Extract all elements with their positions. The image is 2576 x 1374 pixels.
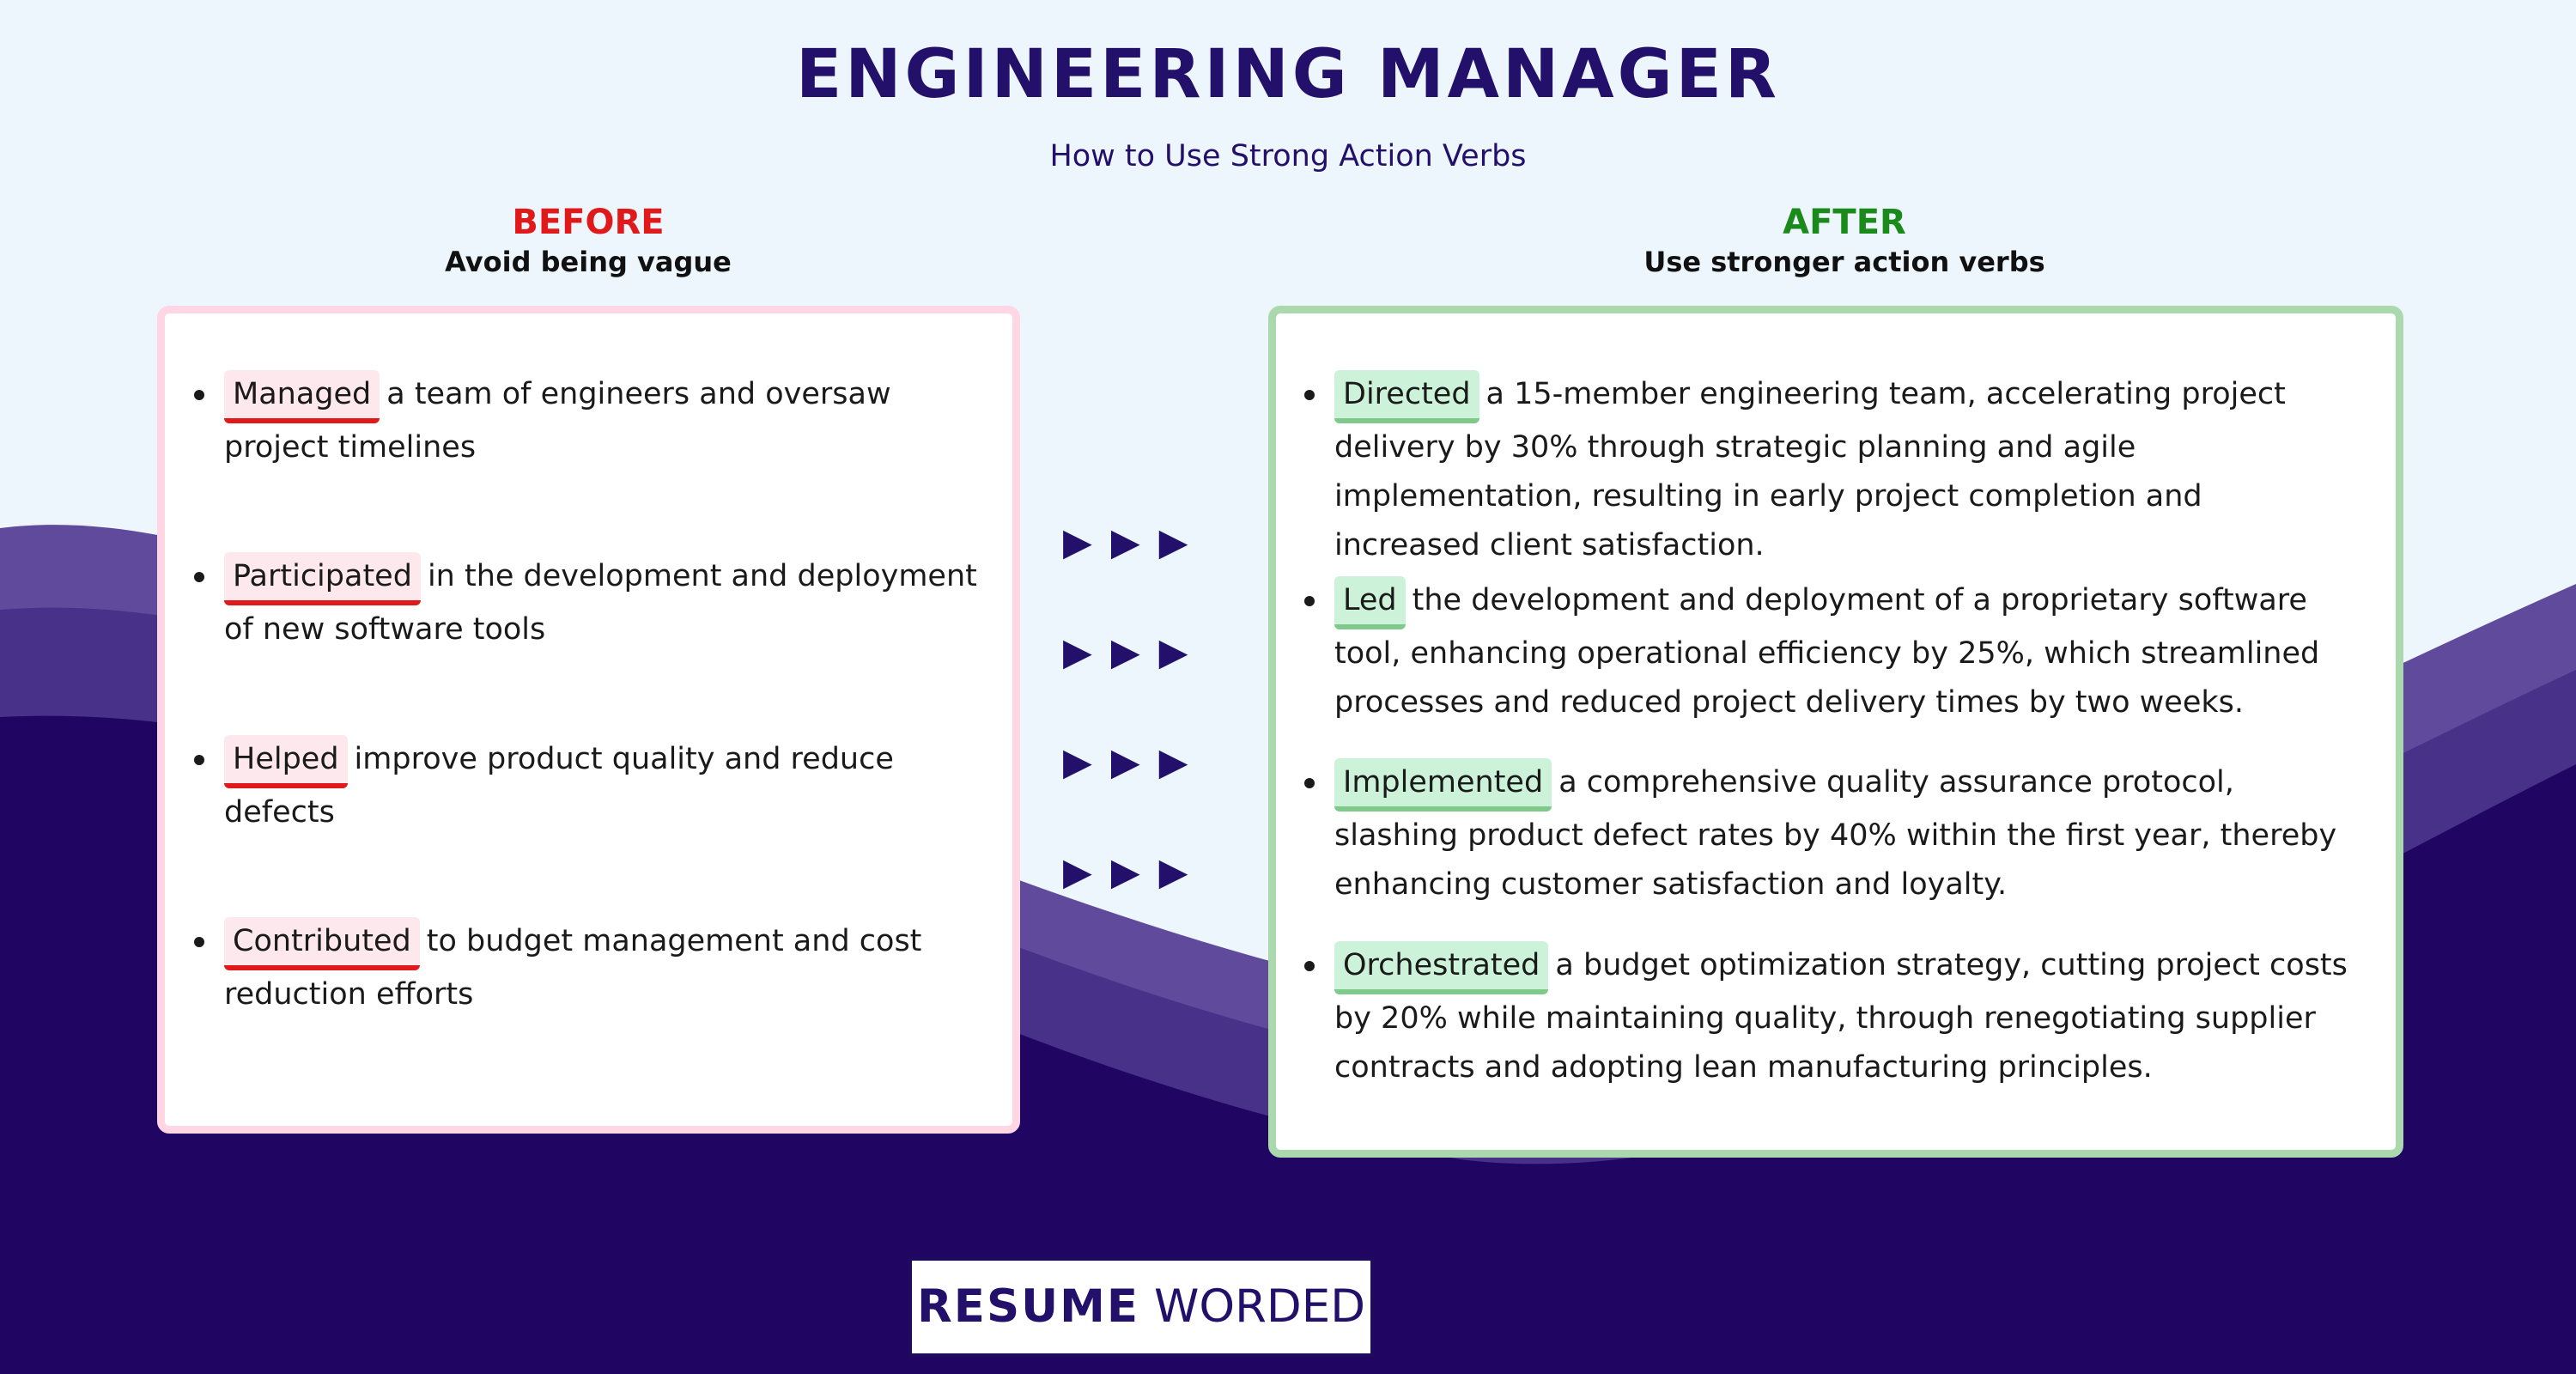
after-item-text: the development and deployment of a proprietary software tool, enhancing operational efficiency by 25%, which streamlined processes and reduced project delivery times by two weeks. — [1334, 583, 2320, 720]
arrow-row: ▶▶▶ — [1063, 630, 1207, 674]
before-list-item — [224, 917, 997, 1019]
before-list-item — [224, 370, 997, 472]
after-verb: Directed — [1334, 370, 1479, 423]
after-header — [1269, 200, 2420, 281]
brand-bold: RESUME — [916, 1280, 1140, 1333]
before-verb: Managed — [224, 370, 380, 423]
after-list-item — [1334, 576, 2356, 727]
after-hint: Use stronger action verbs — [1643, 246, 2045, 278]
page-title: ENGINEERING MANAGER — [796, 36, 1780, 113]
arrow-row: ▶▶▶ — [1063, 520, 1207, 564]
before-list-item — [224, 552, 997, 654]
page-subtitle: How to Use Strong Action Verbs — [1049, 139, 1527, 173]
arrow-row: ▶▶▶ — [1063, 740, 1207, 784]
before-list-item — [224, 735, 997, 837]
before-verb: Helped — [224, 735, 348, 788]
after-list-item — [1334, 941, 2356, 1092]
after-verb: Orchestrated — [1334, 941, 1548, 994]
after-list-item — [1334, 370, 2356, 570]
after-verb: Led — [1334, 576, 1406, 629]
before-card — [157, 306, 1020, 1134]
before-label: BEFORE — [512, 203, 665, 242]
before-verb: Participated — [224, 552, 421, 605]
before-item-text: improve product quality and reduce defects — [224, 742, 894, 830]
after-list-item — [1334, 758, 2356, 909]
before-item-text: to budget management and cost reduction efforts — [224, 924, 922, 1012]
arrow-row: ▶▶▶ — [1063, 850, 1207, 894]
after-card — [1268, 306, 2403, 1158]
after-item-text: a budget optimization strategy, cutting project costs by 20% while maintaining quality, through renegotiating supplier contracts and adopting lean manufacturing principles. — [1334, 948, 2348, 1085]
before-header — [159, 200, 1018, 281]
before-verb: Contributed — [224, 917, 420, 970]
after-verb: Implemented — [1334, 758, 1552, 812]
after-item-text: a 15-member engineering team, accelerating project delivery by 30% through strategic planning and agile implementation, resulting in early project completion and increased client satisfaction. — [1334, 377, 2286, 562]
brand-light: WORDED — [1153, 1280, 1366, 1333]
before-hint: Avoid being vague — [445, 246, 732, 278]
before-item-text: a team of engineers and oversaw project timelines — [224, 377, 891, 465]
brand-logo — [908, 1257, 1374, 1357]
after-item-text: a comprehensive quality assurance protocol, slashing product defect rates by 40% within the first year, thereby enhancing customer satisfaction and loyalty. — [1334, 765, 2337, 902]
after-label: AFTER — [1783, 203, 1906, 242]
before-item-text: in the development and deployment of new software tools — [224, 559, 977, 647]
